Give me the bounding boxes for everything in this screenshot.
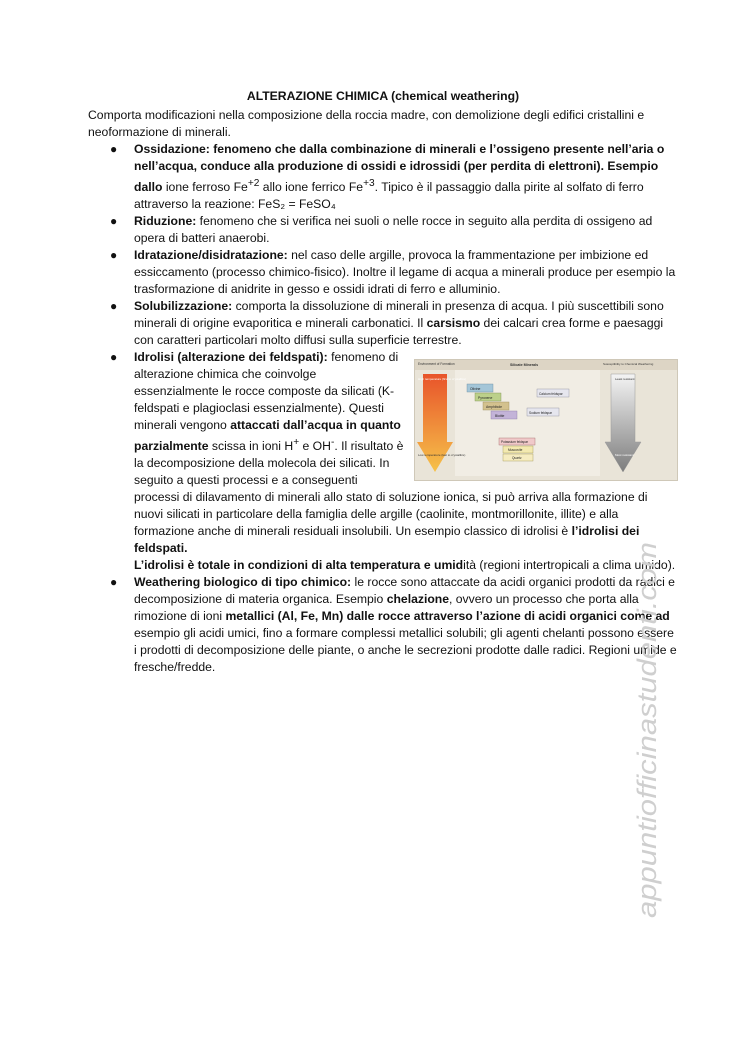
- idrolisi-body3: e OH: [299, 439, 331, 454]
- mineral-amphibole: Amphibole: [486, 405, 503, 410]
- bullet-icon: ●: [110, 142, 118, 156]
- bullet-list: [88, 141, 678, 676]
- ossidazione-t1: ione ferroso Fe: [165, 180, 248, 195]
- figure-high: High temperature (first to crystallize): [418, 377, 467, 382]
- list-item-idrolisi: [110, 349, 678, 574]
- idrolisi-bold3: L’idrolisi è totale in condizioni di alta temperatura e umid: [134, 558, 464, 573]
- list-item-ossidazione: [110, 141, 678, 213]
- solubilizzazione-bold: carsismo: [426, 316, 481, 331]
- solubilizzazione-body2: dei calcari crea forme e paesaggi con caratteri particolari molto diffusi sulla superficie terrestre.: [134, 316, 664, 348]
- idrolisi-head: Idrolisi (alterazione dei feldspati):: [134, 350, 328, 365]
- biologico-head: Weathering biologico di tipo chimico:: [134, 575, 352, 590]
- figure-most: Most resistant: [615, 453, 634, 458]
- figure-col2: Silicate Minerals: [510, 363, 539, 368]
- mineral-biotite: Biotite: [495, 414, 505, 419]
- mineral-muscovite: Muscovite: [508, 448, 523, 453]
- list-item-biologico: [110, 574, 678, 676]
- idrolisi-bold2: l’idrolisi dei feldspati.: [134, 524, 640, 556]
- biologico-body2: , ovvero un processo che porta alla rimozione di ioni: [134, 592, 639, 624]
- mineral-calcium-feldspar: Calcium feldspar: [539, 392, 563, 397]
- page-title: ALTERAZIONE CHIMICA (chemical weathering): [246, 89, 520, 103]
- ossidazione-t2: allo ione ferrico Fe: [259, 180, 364, 195]
- bullet-icon: ●: [110, 214, 118, 229]
- idratazione-body: nel caso delle argille, provoca la frammentazione per imbizione ed essiccamento (processo chimico-fisico). Inoltre il legame di acqua a minerali produce per esempio la trasformazione di anidrite in gesso e ossidi idrati di ferro e alluminio.: [134, 248, 676, 297]
- mineral-quartz: Quartz: [512, 456, 522, 461]
- figure-col1: Environment of Formation: [418, 362, 455, 367]
- idrolisi-body4: . Il risultato è la decomposizione della molecola dei silicati. In seguito a questi processi e a conseguenti processi di dilavamento di minerali allo stato di soluzione ionica, si può arriva alla formazione di nuovi silicati in particolare della famiglia delle argille (caolinite, montmorillonite, illite) e alla formazione anche di minerali residuali insolubili. Un esempio classico di idrolisi è: [134, 439, 648, 539]
- biologico-body3: esempio gli acidi umici, fino a formare complessi metallici solubili; gli agenti chelanti possono essere i prodotti di decomposizione delle piante, o anche le secrezioni prodotte dalle radici. Regioni umide e fresche/fredde.: [134, 626, 677, 675]
- figure-low: Low temperature (last to crystallize): [418, 453, 466, 458]
- biologico-bold1: chelazione: [386, 592, 449, 607]
- solubilizzazione-body1: comporta la dissoluzione di minerali in presenza di acqua. I più suscettibili sono minerali di origine evaporitica e minerali carbonatici. Il: [134, 299, 664, 331]
- mineral-pyroxene: Pyroxene: [478, 396, 493, 401]
- bullet-icon: ●: [110, 248, 118, 263]
- bowen-series-diagram: [415, 360, 677, 480]
- watermark: [628, 540, 668, 920]
- biologico-body1: le rocce sono attaccate da acidi organici prodotti da radici e decomposizione di materia organica. Esempio: [134, 575, 675, 607]
- mineral-olivine: Olivine: [470, 387, 481, 392]
- idrolisi-body1: fenomeno di alterazione chimica che coinvolge essenzialmente le rocce composte da silicati (K-feldspati e plagioclasi essenzialmente). Questi minerali vengono: [134, 350, 399, 433]
- ossidazione-sup2: +3: [363, 178, 375, 189]
- idrolisi-body2: scissa in ioni H: [208, 439, 294, 454]
- watermark-text: appuntiofficinastudenti.com: [632, 590, 662, 918]
- ossidazione-sup1: +2: [247, 178, 260, 189]
- biologico-bold2: metallici (Al, Fe, Mn) dalle rocce attraverso l’azione di acidi organici come ad: [225, 609, 670, 624]
- ossidazione-t3: . Tipico è il passaggio dalla pirite al solfato di ferro attraverso la reazione: FeS₂ = FeSO₄: [134, 180, 644, 212]
- ossidazione-head: Ossidazione: fenomeno che dalla combinazione di minerali e l’ossigeno presente nell’aria o nell’acqua, conduce alla produzione di ossidi e idrossidi (per perdita di elettroni). Esempio dallo: [134, 142, 665, 195]
- riduzione-head: Riduzione:: [134, 214, 197, 229]
- idratazione-head: Idratazione/disidratazione:: [134, 248, 288, 263]
- bowen-series-figure: [414, 359, 678, 481]
- mineral-sodium-feldspar: Sodium feldspar: [529, 411, 553, 416]
- idrolisi-body5: ità (regioni intertropicali a clima umido).: [463, 558, 676, 573]
- bullet-icon: ●: [110, 350, 118, 365]
- idrolisi-sup1: +: [293, 437, 300, 449]
- document-page: [88, 88, 678, 676]
- list-item-idratazione: [110, 247, 678, 298]
- mineral-potassium-feldspar: Potassium feldspar: [501, 440, 529, 445]
- idrolisi-sup2: -: [330, 437, 335, 449]
- intro-paragraph: Comporta modificazioni nella composizione della roccia madre, con demolizione degli edifici cristallini e neoformazione di minerali.: [88, 108, 645, 139]
- riduzione-body: fenomeno che si verifica nei suoli o nelle rocce in seguito alla perdita di ossigeno ad opera di batteri anaerobi.: [134, 214, 653, 246]
- figure-least: Least resistant: [615, 377, 635, 382]
- idrolisi-bold1: attaccati dall’acqua in quanto parzialmente: [134, 418, 401, 454]
- list-item-riduzione: [110, 213, 678, 247]
- bullet-icon: ●: [110, 299, 118, 314]
- bullet-icon: ●: [110, 575, 118, 590]
- list-item-solubilizzazione: [110, 298, 678, 349]
- solubilizzazione-head: Solubilizzazione:: [134, 299, 233, 314]
- figure-col3: Susceptibility to Chemical Weathering: [603, 362, 654, 367]
